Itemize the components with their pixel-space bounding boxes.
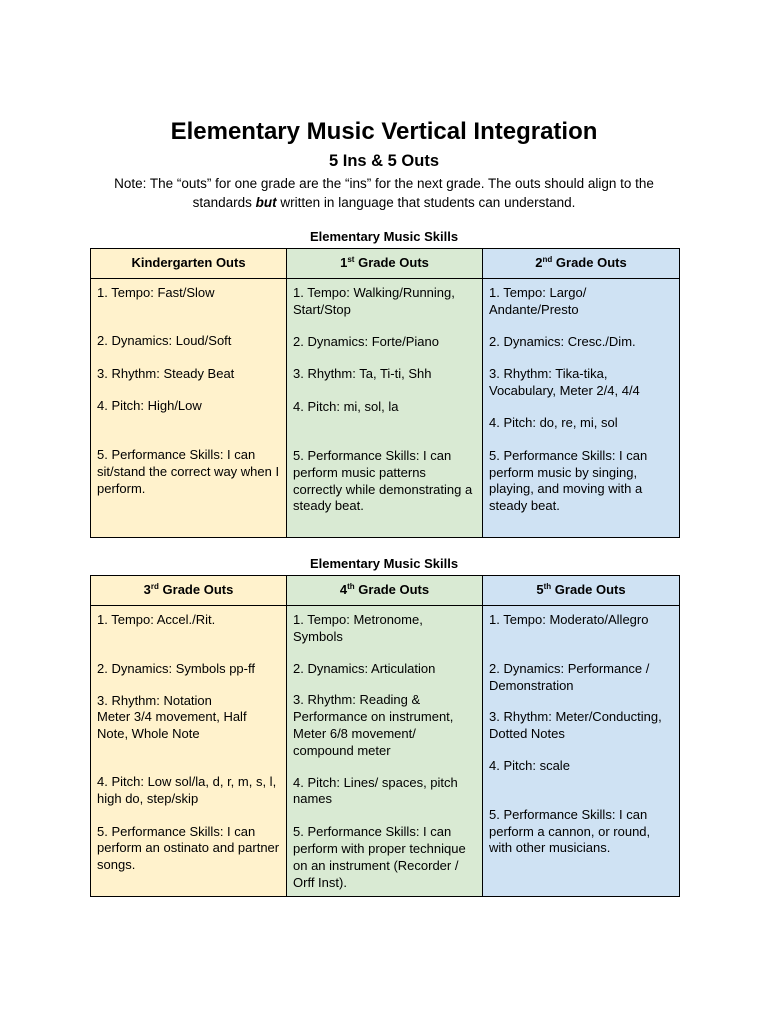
list-item: 5. Performance Skills: I can perform with proper technique on an instrument (Recorder / Orff Inst).	[293, 824, 466, 890]
list-item: 4. Pitch: scale	[489, 757, 570, 773]
column-header-kindergarten: Kindergarten Outs	[91, 249, 287, 279]
note-text-start: Note: The “outs” for one grade are the “ins” for the next grade. The outs should align to the standards	[114, 176, 654, 210]
outs-cell-kindergarten	[91, 279, 287, 538]
list-item: 5. Performance Skills: I can perform music patterns correctly while demonstrating a steady beat.	[293, 447, 473, 514]
list-item: 2. Dynamics: Forte/Piano	[293, 333, 439, 349]
list-item: 3. Rhythm: Tika-tika, Vocabulary, Meter 2/4, 4/4	[489, 366, 640, 399]
list-item: 5. Performance Skills: I can sit/stand the correct way when I perform.	[97, 447, 280, 496]
outs-cell-grade-5	[483, 606, 680, 897]
list-item: 5. Performance Skills: I can perform an ostinato and partner songs.	[97, 823, 280, 873]
column-header-grade-2: 2nd Grade Outs	[483, 249, 680, 279]
column-header-grade-4: 4th Grade Outs	[287, 576, 483, 606]
list-item: 2. Dynamics: Symbols pp-ff	[97, 660, 255, 676]
list-item: 3. Rhythm: Steady Beat	[97, 365, 235, 381]
list-item: 4. Pitch: Low sol/la, d, r, m, s, l, high do, step/skip	[97, 773, 277, 806]
list-item: 1. Tempo: Moderato/Allegro	[489, 612, 649, 627]
list-item: 4. Pitch: Lines/ spaces, pitch names	[293, 774, 458, 807]
list-item: 2. Dynamics: Loud/Soft	[97, 332, 232, 348]
list-item: 4. Pitch: do, re, mi, sol	[489, 414, 618, 430]
table-body-row	[91, 279, 680, 538]
list-item: 2. Dynamics: Performance / Demonstration	[489, 660, 650, 693]
list-item: 3. Rhythm: Notation Meter 3/4 movement, Half Note, Whole Note	[97, 692, 247, 742]
outs-cell-grade-4	[287, 606, 483, 897]
table-header-row	[91, 576, 680, 606]
list-item: 3. Rhythm: Reading & Performance on instrument, Meter 6/8 movement/ compound meter	[293, 692, 454, 758]
column-header-grade-1: 1st Grade Outs	[287, 249, 483, 279]
list-item: 1. Tempo: Metronome, Symbols	[293, 612, 423, 644]
document-subtitle: 5 Ins & 5 Outs	[328, 152, 440, 170]
list-item: 4. Pitch: mi, sol, la	[293, 399, 399, 415]
table-header-row	[91, 249, 680, 279]
skills-table-3-5	[90, 575, 680, 897]
list-item: 2. Dynamics: Cresc./Dim.	[489, 333, 636, 349]
list-item: 2. Dynamics: Articulation	[293, 660, 436, 676]
list-item: 3. Rhythm: Meter/Conducting, Dotted Notes	[489, 709, 662, 742]
list-item: 1. Tempo: Largo/ Andante/Presto	[489, 285, 587, 317]
column-header-grade-3: 3rd Grade Outs	[91, 576, 287, 606]
table-caption: Elementary Music Skills	[309, 556, 459, 571]
document-title: Elementary Music Vertical Integration	[170, 118, 598, 145]
column-header-grade-5: 5th Grade Outs	[483, 576, 680, 606]
outs-cell-grade-3	[91, 606, 287, 897]
note-text-end: written in language that students can understand.	[276, 195, 576, 210]
list-item: 1. Tempo: Accel./Rit.	[97, 612, 216, 627]
list-item: 5. Performance Skills: I can perform a cannon, or round, with other musicians.	[489, 806, 651, 856]
list-item: 3. Rhythm: Ta, Ti-ti, Shh	[293, 366, 432, 382]
list-item: 5. Performance Skills: I can perform music by singing, playing, and moving with a steady beat.	[489, 447, 648, 514]
table-caption: Elementary Music Skills	[309, 229, 459, 244]
list-item: 1. Tempo: Walking/Running, Start/Stop	[293, 285, 455, 317]
note-emphasis: but	[255, 195, 277, 210]
outs-cell-grade-2	[483, 279, 680, 538]
list-item: 4. Pitch: High/Low	[97, 398, 202, 414]
document-note	[100, 174, 668, 212]
list-item: 1. Tempo: Fast/Slow	[97, 285, 215, 300]
outs-cell-grade-1	[287, 279, 483, 538]
table-body-row	[91, 606, 680, 897]
skills-table-k-2	[90, 248, 680, 538]
